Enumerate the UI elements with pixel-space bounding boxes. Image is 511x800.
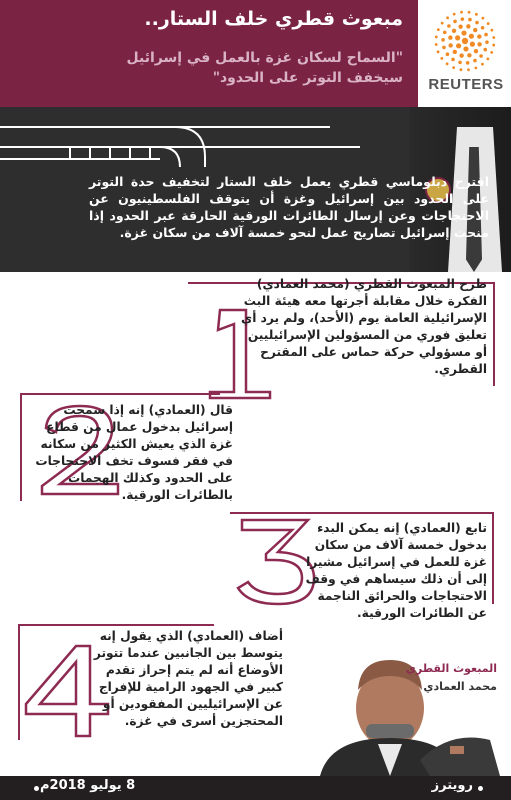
footer-bullet-icon: [34, 786, 39, 791]
envoy-photo: [300, 620, 511, 776]
footer-bullet-icon: [478, 786, 483, 791]
intro-band: [0, 107, 511, 272]
footer-date: 8 يوليو 2018م: [40, 778, 136, 793]
reuters-logo-icon: [430, 8, 500, 74]
reuters-logo-text: REUTERS: [428, 76, 504, 93]
item-4-top-line: [18, 624, 214, 626]
item-3-side-line: [492, 512, 494, 604]
page-title: مبعوث قطري خلف الستار..: [144, 8, 403, 30]
item-4-text: أضاف (العمادي) الذي يقول إنه يتوسط بين الجانبين عندما تتوتر الأوضاع أنه لم يتم إحراز تقدم كبير في الجهود الرامية للإفراج عن الإسرائيليين المفقودين أو المحتجزين أسرى في غزة.: [93, 629, 283, 728]
item-2-side-line: [20, 393, 22, 501]
header-quote: [103, 48, 403, 88]
footer-source: رويترز: [431, 778, 473, 793]
quote-line-2: سيخفف التوتر على الحدود": [212, 70, 403, 86]
photo-caption-name: محمد العمادي: [423, 680, 497, 693]
photo-caption-title: المبعوث القطري: [405, 662, 497, 675]
candelabra-decoration-icon: [0, 107, 420, 167]
item-3-text: تابع (العمادي) إنه يمكن البدء بدخول خمسة آلاف من سكان غزة للعمل في إسرائيل مشيرا إلى أن ذلك سيساهم في وقف الاحتجاجات والحرائق الناجمة عن الطائرات الورقية.: [305, 521, 487, 620]
item-2-top-line: [20, 393, 220, 395]
item-1-side-line: [493, 282, 495, 386]
quote-line-1: "السماح لسكان غزة بالعمل في إسرائيل: [126, 50, 403, 66]
item-1-text: طرح المبعوث القطري (محمد العمادي) الفكرة خلال مقابلة أجرتها معه هيئة البث الإسرائيلية العامة يوم (الأحد)، ولم يرد أي تعليق فوري من المسؤولين الإسرائيليين أو مسؤولي حركة حماس على المقترح القطري.: [241, 277, 487, 376]
intro-text: اقترح دبلوماسي قطري يعمل خلف الستار لتخفيف حدة التوتر على الحدود بين إسرائيل وغزة أن يتوقف الفلسطينيون عن الاحتجاجات وعن إرسال الطائرات الورقية الحارقة عبر الحدود إذا منحت إسرائيل تصاريح عمل لنحو خمسة آلاف من سكان غزة.: [89, 174, 489, 240]
item-2-text: قال (العمادي) إنه إذا سمحت إسرائيل بدخول عمال من قطاع غزة الذي يعيش الكثير من سكانه في فقر فسوف تخف الاحتجاجات على الحدود وكذلك الهجمات بالطائرات الورقية.: [35, 403, 233, 502]
